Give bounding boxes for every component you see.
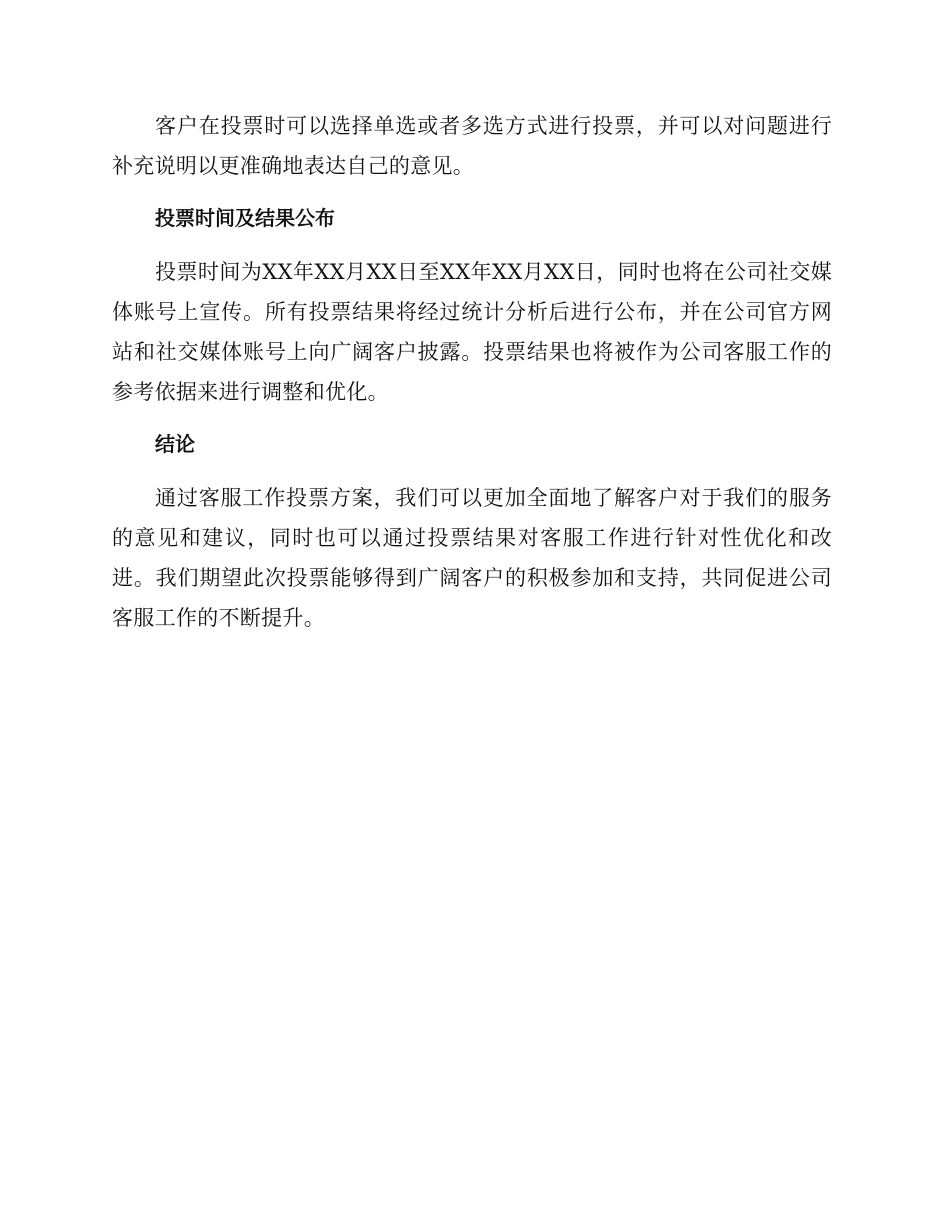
voting-time-paragraph: 投票时间为XX年XX月XX日至XX年XX月XX日，同时也将在公司社交媒体账号上宣传。所有投票结果将经过统计分析后进行公布，并在公司官方网站和社交媒体账号上向广阔客户披露。投票结果也将被作为公司客服工作的参考依据来进行调整和优化。 xyxy=(112,260,832,404)
conclusion-paragraph: 通过客服工作投票方案，我们可以更加全面地了解客户对于我们的服务的意见和建议，同时也可以通过投票结果对客服工作进行针对性优化和改进。我们期望此次投票能够得到广阔客户的积极参加和支持，共同促进公司客服工作的不断提升。 xyxy=(112,486,832,630)
conclusion-heading: 结论 xyxy=(155,432,195,456)
voting-method-paragraph: 客户在投票时可以选择单选或者多选方式进行投票，并可以对问题进行补充说明以更准确地表达自己的意见。 xyxy=(112,114,832,178)
voting-time-heading: 投票时间及结果公布 xyxy=(155,206,335,230)
document-page xyxy=(112,106,832,638)
